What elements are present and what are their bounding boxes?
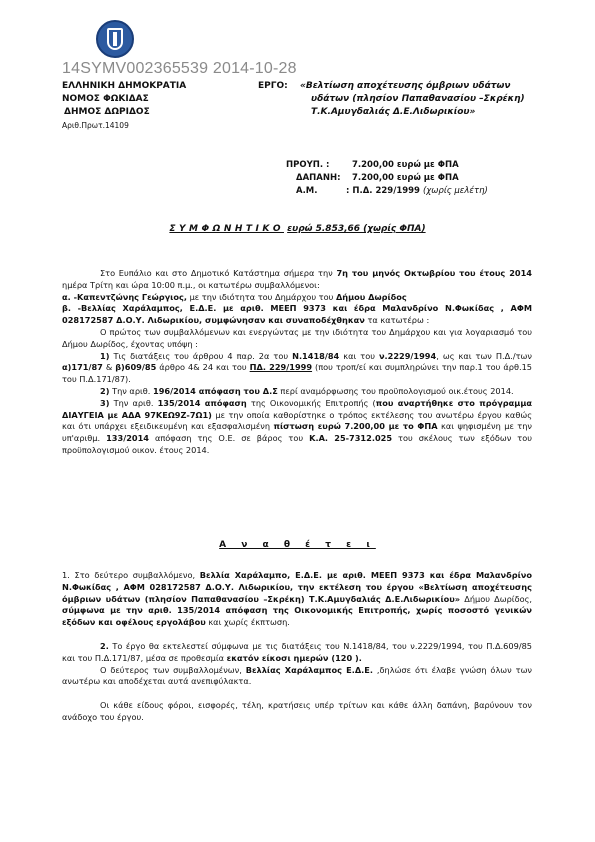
project-header — [258, 80, 525, 119]
project-title-line3: Τ.Κ.Αμυγδαλιάς Δ.Ε.Λιδωρικίου» — [311, 107, 476, 117]
am-value: : Π.Δ. 229/1999 — [346, 186, 420, 196]
assignment-1: 1. Στο δεύτερο συμβαλλόμενο, Βελλία Χαράλαμπο, Ε.Δ.Ε. με αριθ. ΜΕΕΠ 9373 και έδρα Μαλανδρίνο Ν.Φωκίδας , ΑΦΜ 028172587 Δ.Ο.Υ. Λιδωρικίου, την εκτέλεση του έργου «Βελτίωση αποχέτευσης όμβριων υδάτων (πλησίον Παπαθανασίου –Σκρέκη) Τ.Κ.Αμυγδαλιάς Δ.Ε.Λιδωρικίου» Δήμου Δωρίδος, σύμφωνα με την αριθ. 135/2014 απόφαση της Οικονομικής Επιτροπής, χωρίς ποσοστό γενικών εξόδων και οφέλους εργολάβου και χωρίς έκπτωση. — [62, 570, 532, 628]
document-title — [0, 224, 595, 234]
greek-coat-of-arms-icon — [96, 20, 134, 58]
assignment-body — [62, 570, 532, 724]
protocol-number: Αριθ.Πρωτ.14109 — [62, 121, 129, 130]
paragraph-considerations: Ο πρώτος των συμβαλλόμενων και ενεργώντας με την ιδιότητα του Δημάρχου και για λογαριασμό του Δήμου Δωρίδος, έχοντας υπόψη : — [62, 326, 532, 349]
budget-label: ΠΡΟΥΠ. : — [286, 160, 330, 170]
project-title-line2: υδάτων (πλησίον Παπαθανασίου –Σκρέκη) — [311, 94, 525, 104]
budget-value: 7.200,00 ευρώ με ΦΠΑ — [352, 160, 459, 170]
party-a: α. -Καπεντζώνης Γεώργιος, με την ιδιότητα του Δημάρχου του Δήμου Δωρίδος — [62, 291, 407, 302]
title-word: ΣΥΜΦΩΝΗΤΙΚΟ — [169, 224, 284, 234]
am-label: Α.Μ. — [296, 186, 318, 196]
am-note: (χωρίς μελέτη) — [422, 186, 488, 196]
assignment-4: Οι κάθε είδους φόροι, εισφορές, τέλη, κρατήσεις υπέρ τρίτων και κάθε άλλη δαπάνη, βαρύνουν τον ανάδοχο του έργου. — [62, 700, 532, 722]
project-title-line1: «Βελτίωση αποχέτευσης όμβριων υδάτων — [300, 81, 511, 91]
budget-block — [286, 159, 488, 198]
title-amount: ευρώ 5.853,66 (χωρίς ΦΠΑ) — [287, 224, 426, 234]
paragraph-intro: Στο Ευπάλιο και στο Δημοτικό Κατάστημα σήμερα την 7η του μηνός Οκτωβρίου του έτους 2014 ημέρα Τρίτη και ώρα 10:00 π.μ., οι κατωτέρω συμβαλλόμενοι: — [62, 268, 532, 290]
expense-value: 7.200,00 ευρώ με ΦΠΑ — [352, 173, 459, 183]
consideration-1: 1) Τις διατάξεις του άρθρου 4 παρ. 2α του Ν.1418/84 και του ν.2229/1994, ως και των Π.Δ./των α)171/87 & β)609/85 άρθρο 4& 24 και του ΠΔ. 229/1999 (που τροπ/εί και συμπληρώνει την παρ.1 του άρθ.15 του Π.Δ.171/87). — [62, 350, 533, 385]
expense-label: ΔΑΠΑΝΗ: — [296, 173, 341, 183]
assignment-3: Ο δεύτερος των συμβαλλομένων, Βελλίας Χαράλαμπος Ε.Δ.Ε. ,δηλώσε ότι έλαβε γνώση όλων των ανωτέρω και αποδέχεται αυτά ανεπιφύλακτα. — [62, 664, 533, 687]
registry-stamp: 14SYMV002365539 2014-10-28 — [62, 60, 297, 77]
assignment-2: 2. Το έργο θα εκτελεστεί σύμφωνα με τις διατάξεις του Ν.1418/84, του ν.2229/1994, του Π.Δ.609/85 και του Π.Δ.171/87, μέσα σε προθεσμία εκατόν είκοσι ημερών (120 ). — [62, 640, 532, 663]
party-b: β. -Βελλίας Χαράλαμπος, Ε.Δ.Ε. με αριθ. ΜΕΕΠ 9373 και έδρα Μαλανδρίνο Ν.Φωκίδας , ΑΦΜ 028172587 Δ.Ο.Υ. Λιδωρικίου, συμφώνησαν και συναποδέχθηκαν τα κατωτέρω : — [62, 303, 532, 326]
header-country: ΕΛΛΗΝΙΚΗ ΔΗΜΟΚΡΑΤΙΑ — [62, 81, 187, 91]
contract-body — [62, 268, 532, 457]
project-label: ΕΡΓΟ: — [258, 81, 288, 91]
consideration-3: 3) Την αριθ. 135/2014 απόφαση της Οικονομικής Επιτροπής (που αναρτήθηκε στο πρόγραμμα ΔΙΑΥΓΕΙΑ με ΑΔΑ 97ΚΕΩ9Ζ-7Ω1) με την οποία καθορίστηκε ο τρόπος εκτέλεσης του ανωτέρω έργου καθώς και ότι υπάρχει εξειδικευμένη και εξασφαλισμένη πίστωση ευρώ 7.200,00 με το ΦΠΑ και ψηφισμένη με την υπ'αριθμ. 133/2014 απόφαση της Ο.Ε. σε βάρος του Κ.Α. 25-7312.025 του σκέλους των εξόδων του προϋπολογισμού οικον. έτους 2014. — [62, 397, 532, 455]
header-prefecture: ΝΟΜΟΣ ΦΩΚΙΔΑΣ — [62, 94, 149, 104]
issuer-header — [62, 80, 186, 132]
header-municipality: ΔΗΜΟΣ ΔΩΡΙΔΟΣ — [64, 107, 150, 117]
consideration-2: 2) Την αριθ. 196/2014 απόφαση του Δ.Σ περί αναμόρφωσης του προϋπολογισμού οικ.έτους 2014. — [100, 385, 514, 396]
assigns-heading: Α ν α θ έ τ ε ι — [219, 540, 376, 550]
